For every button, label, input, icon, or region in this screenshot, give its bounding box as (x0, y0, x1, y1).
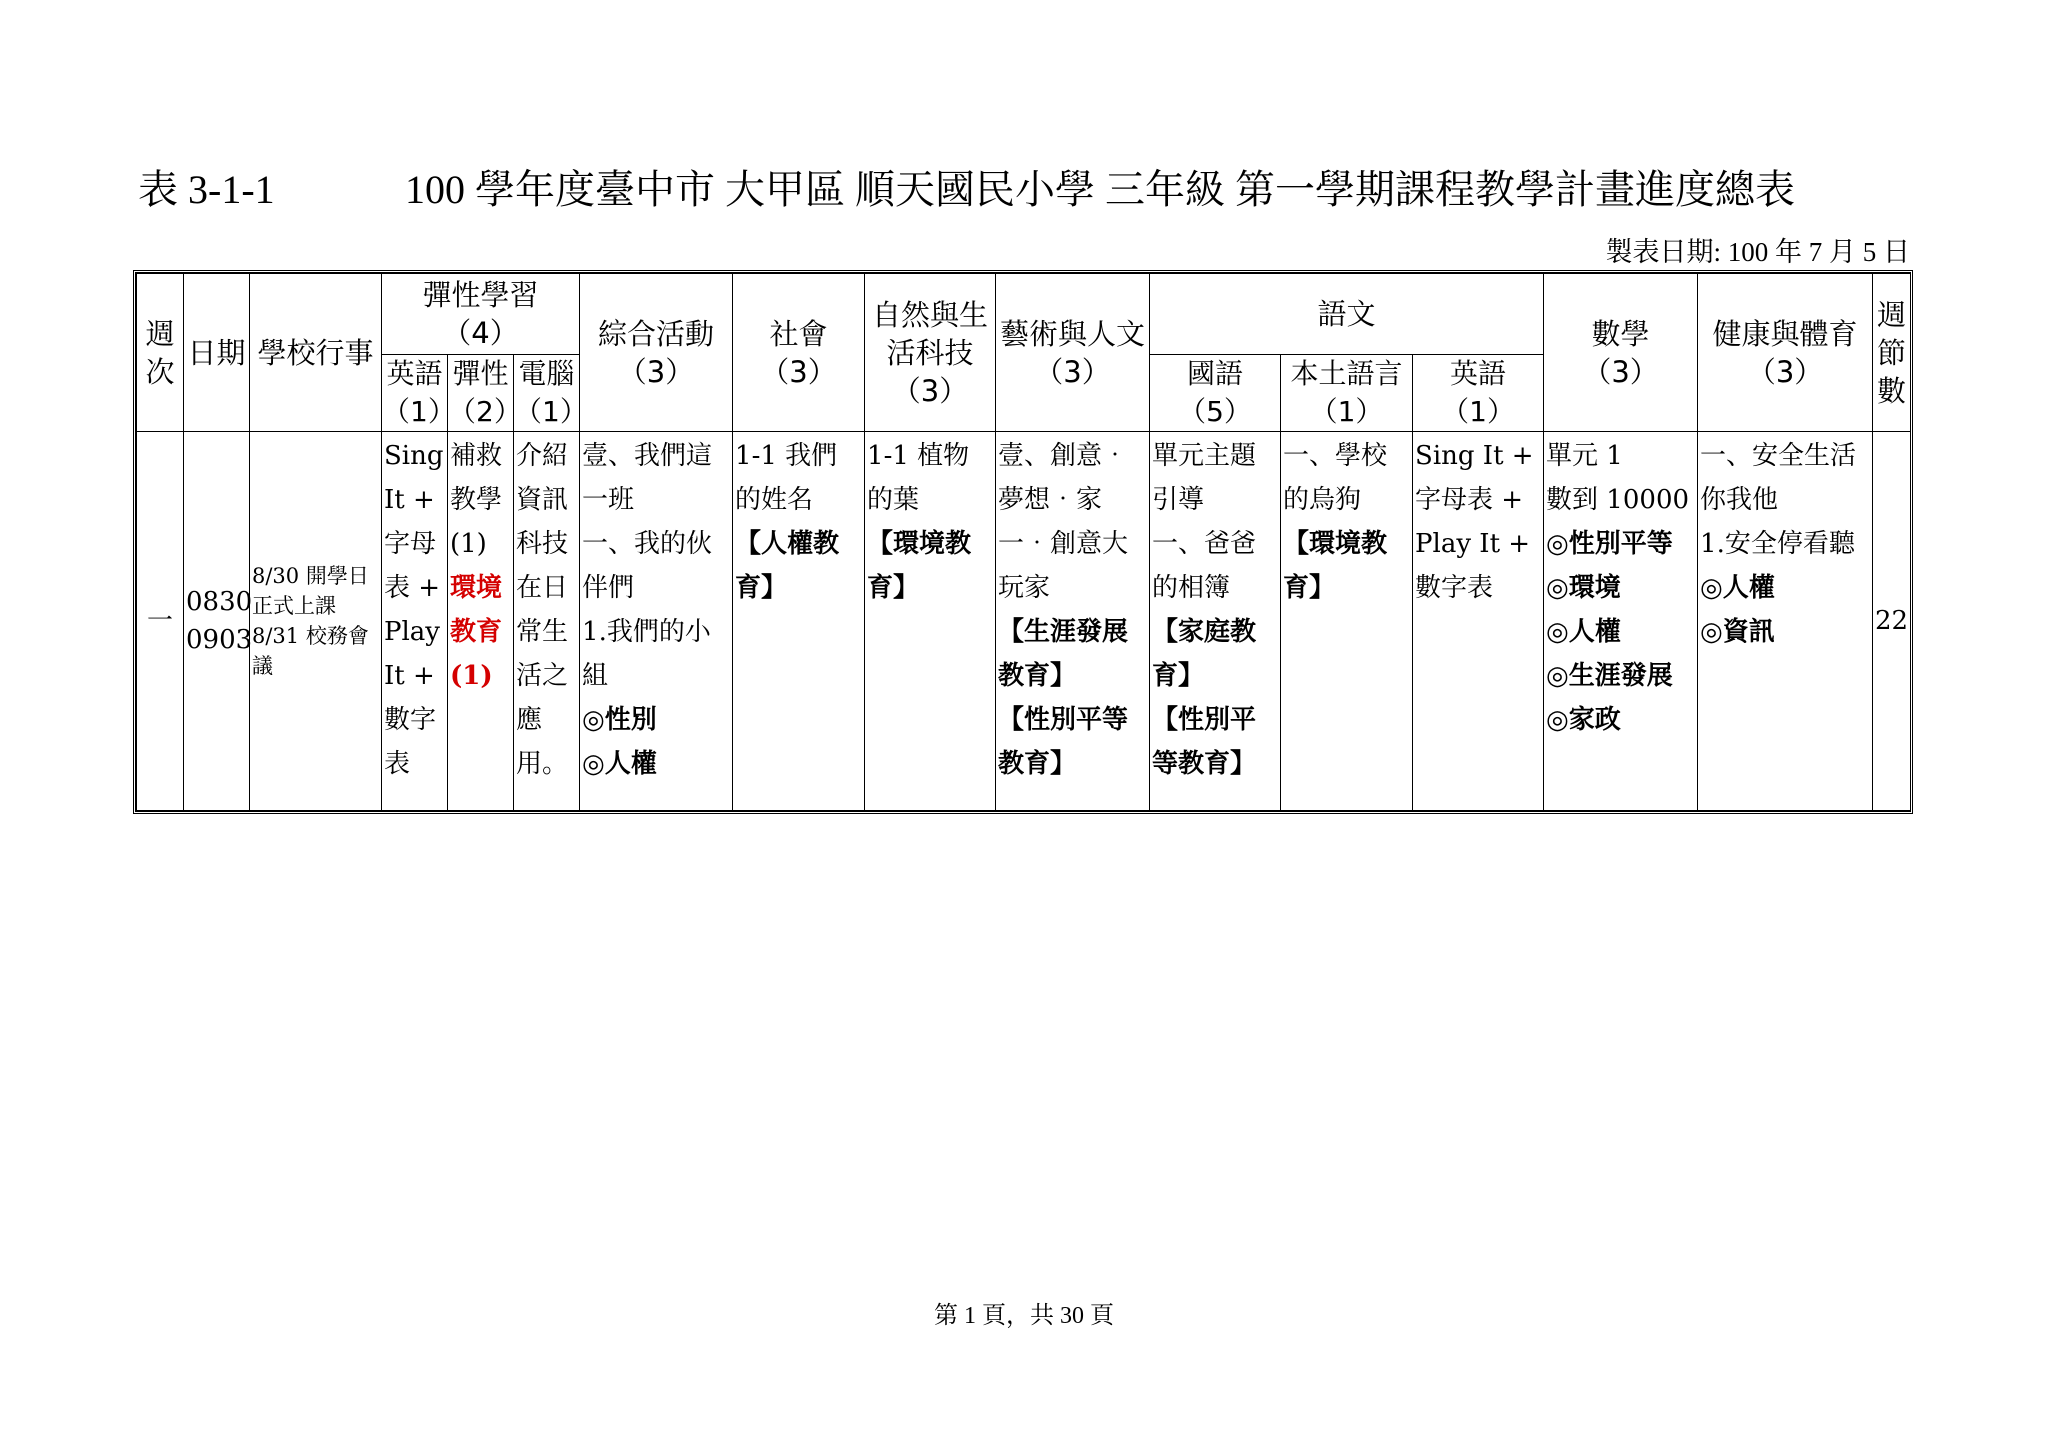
arts-1: 壹、創意‧夢想‧家 (998, 441, 1129, 515)
header-flex-group-hours: （4） (442, 316, 519, 350)
header-math-label: 數學 (1591, 316, 1650, 351)
header-health (1698, 274, 1873, 432)
arts-3: 【生涯發展教育】 (998, 617, 1129, 691)
table-row (137, 432, 1911, 811)
header-integrated-hours: （3） (617, 354, 695, 389)
math-7: ◎家政 (1546, 705, 1621, 735)
integrated-4: ◎性別 (582, 705, 657, 735)
cell-science (865, 432, 996, 811)
cell-mandarin (1150, 432, 1281, 811)
mandarin-3: 【家庭教育】 (1152, 617, 1257, 691)
header-flex-computer (514, 355, 588, 432)
event-1: 8/30 開學日正式上課 (252, 564, 369, 618)
header-flex-english-hours: （1） (382, 395, 456, 428)
header-week: 週次 (137, 274, 184, 432)
integrated-3: 1.我們的小組 (582, 617, 711, 691)
header-mandarin-label: 國語 (1187, 357, 1244, 390)
header-math (1544, 274, 1698, 432)
header-weekly-periods: 週節數 (1873, 274, 1911, 432)
math-1: 單元 1 (1546, 441, 1623, 471)
cell-math (1544, 432, 1698, 811)
header-social-hours: （3） (760, 354, 837, 389)
native-2: 【環境教育】 (1283, 529, 1388, 603)
header-english-label: 英語 (1450, 357, 1507, 390)
header-integrated-label: 綜合活動 (598, 316, 715, 351)
header-social-label: 社會 (769, 316, 828, 351)
math-2: 數到 10000 (1546, 485, 1690, 515)
schedule-table (133, 270, 1913, 814)
header-science (865, 274, 996, 432)
math-5: ◎人權 (1546, 617, 1621, 647)
header-arts-label: 藝術與人文 (1000, 316, 1146, 351)
mandarin-1: 單元主題引導 (1152, 441, 1257, 515)
date-end: 0903 (186, 625, 253, 655)
health-1: 一、安全生活你我他 (1700, 441, 1857, 515)
mandarin-2: 一、爸爸的相簿 (1152, 529, 1257, 603)
date-start: 0830 (186, 587, 253, 617)
science-2: 【環境教育】 (867, 529, 972, 603)
cell-flex-computer: 介紹資訊科技在日常生活之應用。 (514, 432, 580, 811)
flex-flex-2: 環境教育 (450, 573, 503, 647)
flex-flex-3: (1) (450, 661, 493, 691)
header-flex-computer-hours: （1） (514, 395, 588, 428)
header-social (733, 274, 865, 432)
header-english (1413, 355, 1544, 432)
header-flex-english (382, 355, 456, 432)
header-integrated (580, 274, 733, 432)
header-flex-flex (448, 355, 522, 432)
health-4: ◎資訊 (1700, 617, 1775, 647)
cell-native (1281, 432, 1413, 811)
math-3: ◎性別平等 (1546, 529, 1673, 559)
science-1: 1-1 植物的葉 (867, 441, 970, 515)
arts-4: 【性別平等教育】 (998, 705, 1129, 779)
header-health-label: 健康與體育 (1712, 316, 1858, 351)
flex-flex-1: 補救教學(1) (450, 441, 503, 559)
arts-2: 一‧創意大玩家 (998, 529, 1129, 603)
header-science-label: 自然與生活科技 (872, 297, 989, 370)
integrated-5: ◎人權 (582, 749, 657, 779)
header-school-events: 學校行事 (250, 274, 382, 432)
cell-week: 一 (137, 432, 184, 811)
cell-integrated (580, 432, 733, 811)
cell-english: Sing It + 字母表 + Play It + 數字表 (1413, 432, 1544, 811)
math-6: ◎生涯發展 (1546, 661, 1673, 691)
cell-health (1698, 432, 1873, 811)
header-mandarin (1150, 355, 1281, 432)
header-native (1281, 355, 1413, 432)
header-flex-flex-label: 彈性 (452, 357, 509, 390)
social-1: 1-1 我們的姓名 (735, 441, 838, 515)
native-1: 一、學校的烏狗 (1283, 441, 1388, 515)
header-health-hours: （3） (1746, 354, 1824, 389)
header-math-hours: （3） (1582, 354, 1659, 389)
cell-school-events (250, 432, 382, 811)
header-flex-computer-label: 電腦 (518, 357, 575, 390)
health-2: 1.安全停看聽 (1700, 529, 1855, 559)
header-arts (996, 274, 1150, 432)
header-arts-hours: （3） (1034, 354, 1111, 389)
event-2: 8/31 校務會議 (252, 624, 369, 678)
cell-flex-english: Sing It + 字母表 + Play It + 數字表 (382, 432, 448, 811)
integrated-1: 壹、我們這一班 (582, 441, 713, 515)
social-2: 【人權教育】 (735, 529, 840, 603)
math-4: ◎環境 (1546, 573, 1621, 603)
header-date: 日期 (184, 274, 250, 432)
header-native-label: 本土語言 (1290, 357, 1403, 390)
made-date: 製表日期: 100 年 7 月 5 日 (1605, 237, 1910, 267)
cell-social (733, 432, 865, 811)
header-english-hours: （1） (1441, 395, 1515, 428)
table-number: 表 3-1-1 (138, 167, 275, 212)
mandarin-4: 【性別平等教育】 (1152, 705, 1257, 779)
cell-date (184, 432, 253, 811)
header-science-hours: （3） (891, 373, 969, 408)
cell-weekly-periods: 22 (1873, 432, 1911, 811)
header-mandarin-hours: （5） (1178, 395, 1252, 428)
header-flex-flex-hours: （2） (448, 395, 522, 428)
header-language-group: 語文 (1150, 274, 1544, 355)
header-flex-group-label: 彈性學習 (422, 278, 539, 312)
header-native-hours: （1） (1309, 395, 1384, 428)
cell-flex-flex (448, 432, 514, 811)
cell-arts (996, 432, 1150, 811)
header-flex-group (382, 274, 580, 355)
integrated-2: 一、我的伙伴們 (582, 529, 713, 603)
health-3: ◎人權 (1700, 573, 1775, 603)
header-flex-english-label: 英語 (386, 357, 443, 390)
page-number: 第 1 頁，共 30 頁 (934, 1303, 1114, 1329)
page-title: 100 學年度臺中市 大甲區 順天國民小學 三年級 第一學期課程教學計畫進度總表 (405, 167, 1795, 212)
